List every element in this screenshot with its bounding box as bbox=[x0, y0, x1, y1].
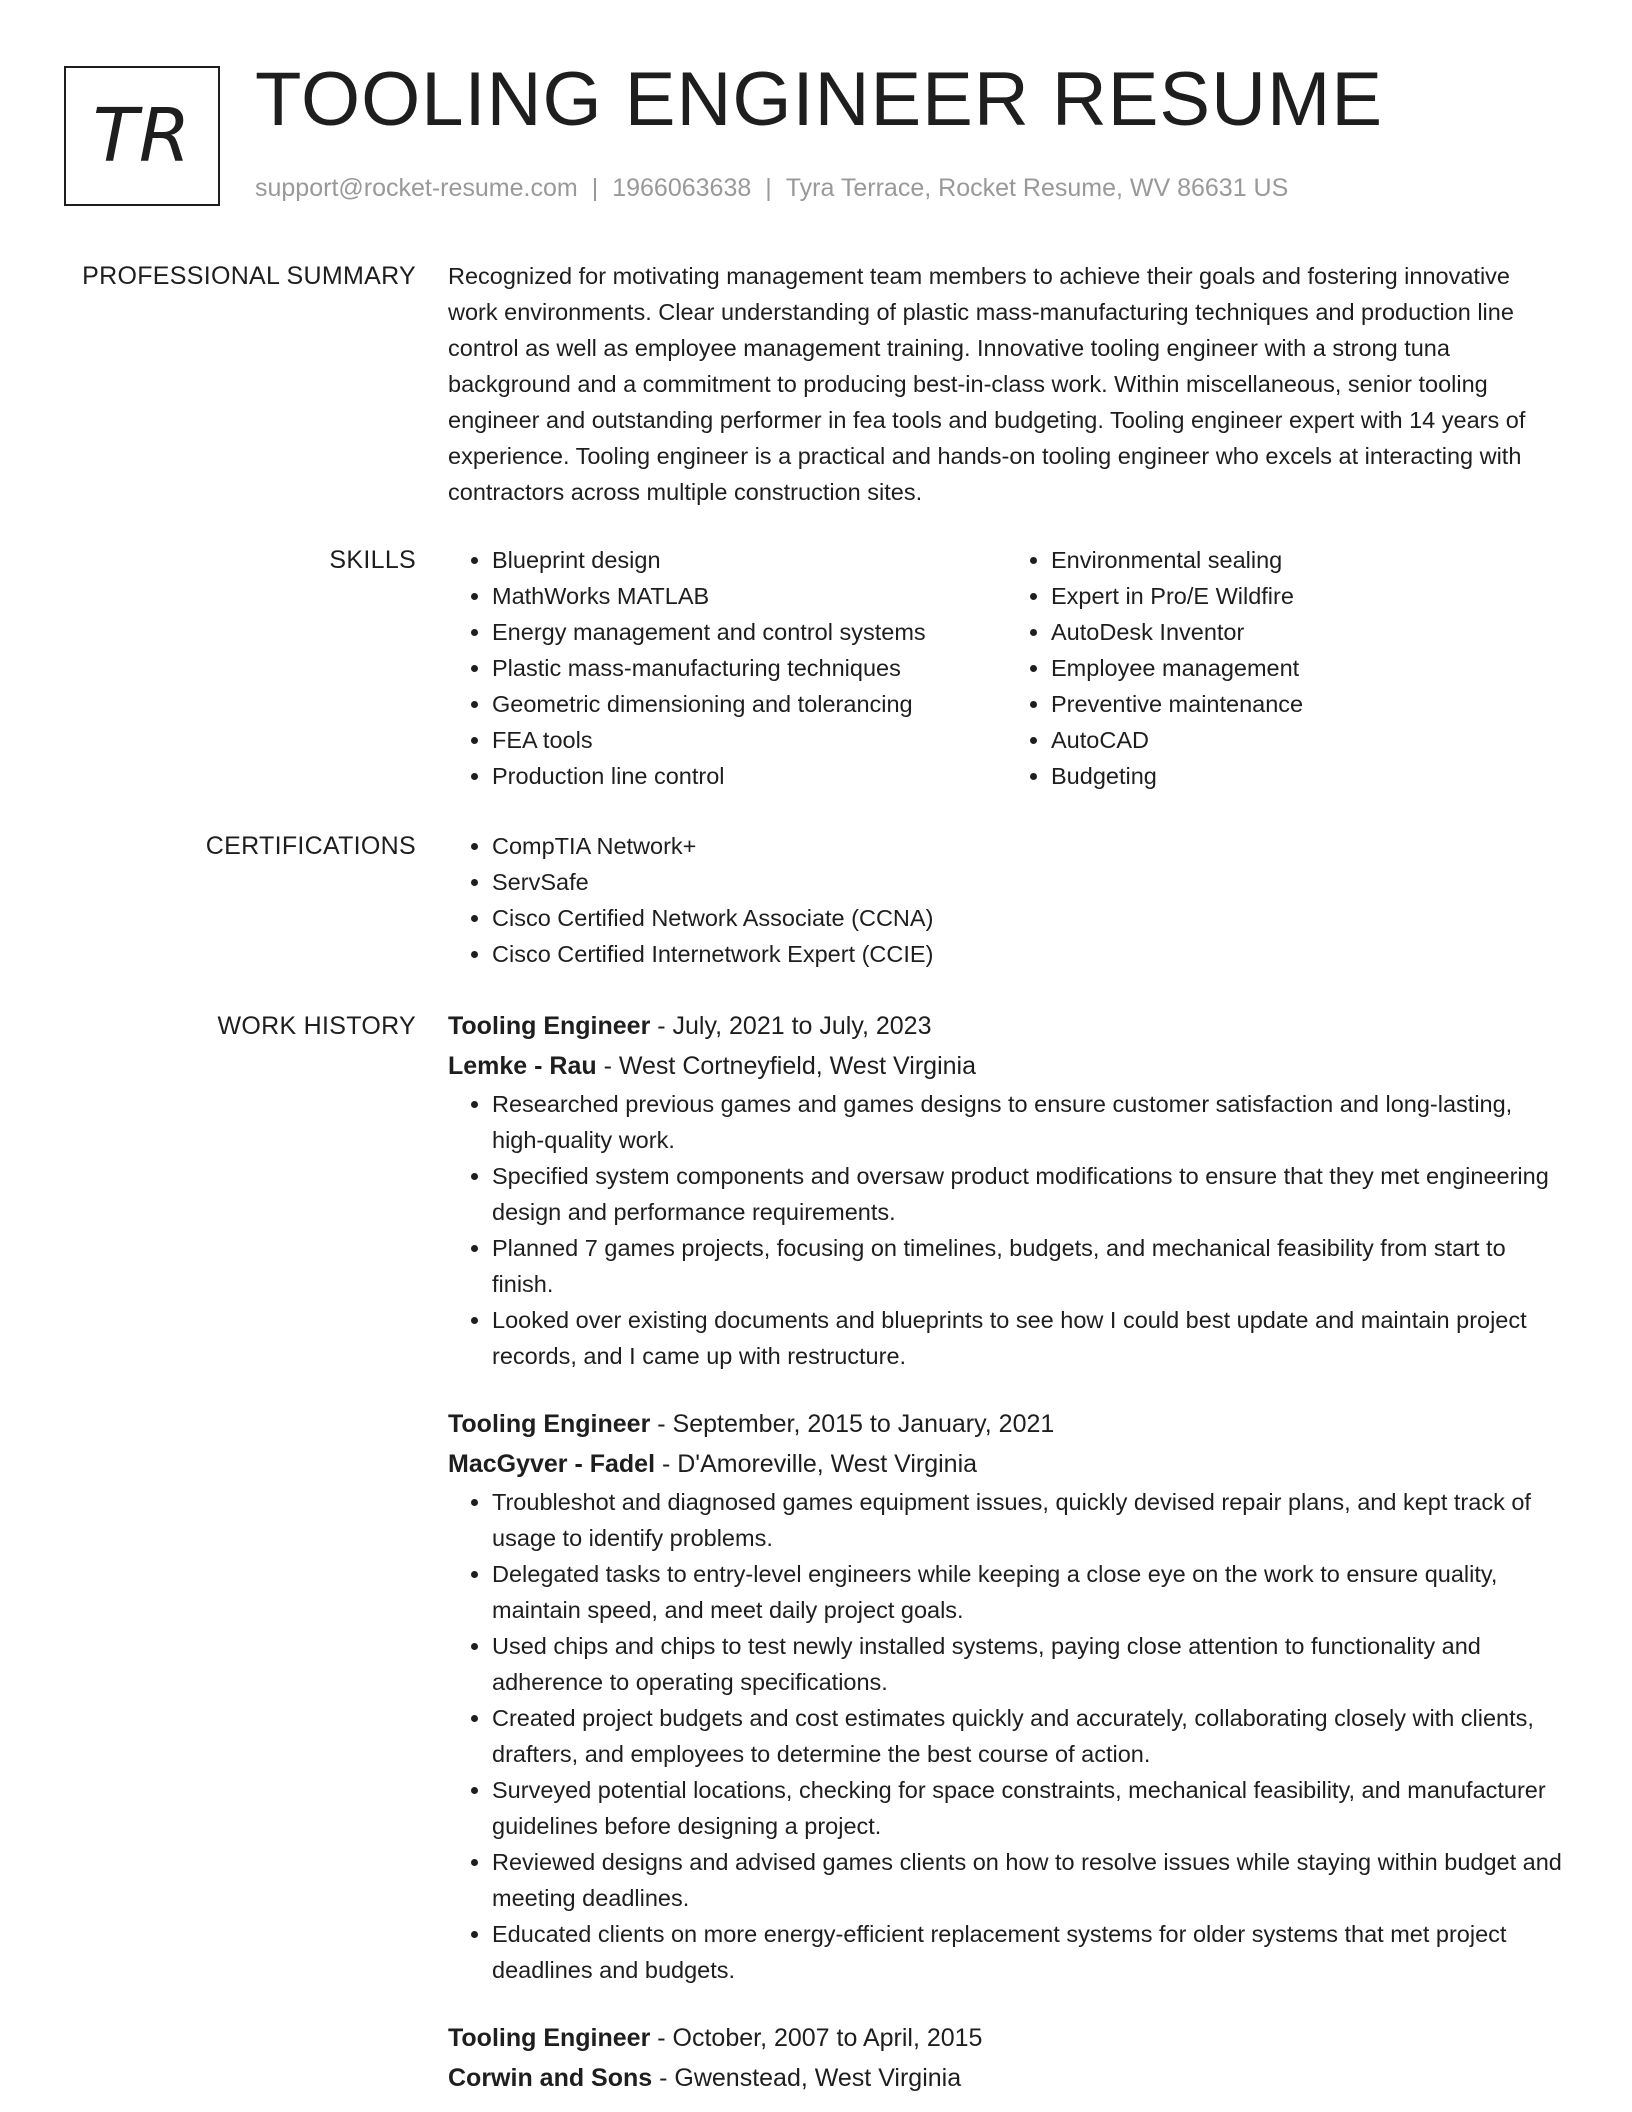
job-bullet: • Surveyed potential locations, checking for space constraints, mechanical feasibility, and manufacturer guidelines before designing a project. bbox=[492, 1772, 1566, 1844]
contact-email: support@rocket-resume.com bbox=[255, 174, 578, 202]
job-dates: - October, 2007 to April, 2015 bbox=[650, 2024, 983, 2052]
skills-body bbox=[448, 542, 1566, 794]
certification-item: • ServSafe bbox=[492, 864, 1566, 900]
skill-item: • Environmental sealing bbox=[1051, 542, 1566, 578]
job-bullets bbox=[448, 1484, 1566, 1988]
resume-title: TOOLING ENGINEER RESUME bbox=[255, 57, 1384, 142]
certification-item: • Cisco Certified Internetwork Expert (CCIE) bbox=[492, 936, 1566, 972]
monogram-initials: TR bbox=[92, 93, 192, 179]
job-bullet: • Troubleshot and diagnosed games equipment issues, quickly devised repair plans, and kept track of usage to identify problems. bbox=[492, 1484, 1566, 1556]
skill-item: • Plastic mass-manufacturing techniques bbox=[492, 650, 1007, 686]
skill-item: • Energy management and control systems bbox=[492, 614, 1007, 650]
job-entry bbox=[448, 1006, 1566, 1374]
job-bullet: • Created project budgets and cost estimates quickly and accurately, collaborating closely with clients, drafters, and employees to determine the best course of action. bbox=[492, 1700, 1566, 1772]
job-location: - D'Amoreville, West Virginia bbox=[655, 1450, 978, 1478]
certifications-heading: CERTIFICATIONS bbox=[205, 832, 416, 860]
skill-item: • Budgeting bbox=[1051, 758, 1566, 794]
contact-separator: | bbox=[591, 174, 599, 202]
job-title-line bbox=[448, 1404, 1566, 1444]
contact-phone: 1966063638 bbox=[612, 174, 752, 202]
job-company: Corwin and Sons bbox=[448, 2064, 653, 2092]
job-dates: - July, 2021 to July, 2023 bbox=[650, 1012, 932, 1040]
skills-heading: SKILLS bbox=[329, 546, 416, 574]
skills-list-left bbox=[448, 542, 1007, 794]
skill-item: • Production line control bbox=[492, 758, 1007, 794]
job-entry bbox=[448, 2018, 1566, 2098]
job-company: MacGyver - Fadel bbox=[448, 1450, 656, 1478]
job-title: Tooling Engineer bbox=[448, 1012, 651, 1040]
monogram-box bbox=[64, 66, 220, 206]
skill-item: • Employee management bbox=[1051, 650, 1566, 686]
job-bullet: • Used chips and chips to test newly installed systems, paying close attention to functionality and adherence to operating specifications. bbox=[492, 1628, 1566, 1700]
job-bullet: • Specified system components and oversaw product modifications to ensure that they met engineering design and performance requirements. bbox=[492, 1158, 1566, 1230]
skill-item: • AutoCAD bbox=[1051, 722, 1566, 758]
job-company-line bbox=[448, 1444, 1566, 1484]
job-entry bbox=[448, 1404, 1566, 1988]
skill-item: • Blueprint design bbox=[492, 542, 1007, 578]
certifications-list bbox=[448, 828, 1566, 972]
job-company: Lemke - Rau bbox=[448, 1052, 597, 1080]
summary-text: Recognized for motivating management team members to achieve their goals and fostering innovative work environments. Clear understanding of plastic mass-manufacturing techniques and production line control as well as employee management training. Innovative tooling engineer with a strong tuna background and a commitment to producing best-in-class work. Within miscellaneous, senior tooling engineer and outstanding performer in fea tools and budgeting. Tooling engineer expert with 14 years of experience. Tooling engineer is a practical and hands-on tooling engineer who excels at interacting with contractors across multiple construction sites. bbox=[448, 263, 1526, 505]
job-bullet: • Delegated tasks to entry-level engineers while keeping a close eye on the work to ensure quality, maintain speed, and meet daily project goals. bbox=[492, 1556, 1566, 1628]
contact-line bbox=[255, 174, 1288, 203]
job-title-line bbox=[448, 2018, 1566, 2058]
job-company-line bbox=[448, 1046, 1566, 1086]
job-title: Tooling Engineer bbox=[448, 2024, 651, 2052]
skill-item: • FEA tools bbox=[492, 722, 1007, 758]
job-bullet: • Educated clients on more energy-efficient replacement systems for older systems that met project deadlines and budgets. bbox=[492, 1916, 1566, 1988]
job-company-line bbox=[448, 2058, 1566, 2098]
certifications-body bbox=[448, 828, 1566, 972]
job-title-line bbox=[448, 1006, 1566, 1046]
job-bullet: • Planned 7 games projects, focusing on timelines, budgets, and mechanical feasibility from start to finish. bbox=[492, 1230, 1566, 1302]
skills-list-right bbox=[1007, 542, 1566, 794]
job-bullets bbox=[448, 1086, 1566, 1374]
job-bullet: • Looked over existing documents and blueprints to see how I could best update and maintain project records, and I came up with restructure. bbox=[492, 1302, 1566, 1374]
job-location: - West Cortneyfield, West Virginia bbox=[596, 1052, 976, 1080]
contact-separator: | bbox=[765, 174, 772, 202]
certification-item: • Cisco Certified Network Associate (CCNA) bbox=[492, 900, 1566, 936]
job-title: Tooling Engineer bbox=[448, 1410, 651, 1438]
contact-address: Tyra Terrace, Rocket Resume, WV 86631 US bbox=[785, 174, 1289, 202]
skill-item: • AutoDesk Inventor bbox=[1051, 614, 1566, 650]
certification-item: • CompTIA Network+ bbox=[492, 828, 1566, 864]
skill-item: • Preventive maintenance bbox=[1051, 686, 1566, 722]
summary-heading: PROFESSIONAL SUMMARY bbox=[82, 262, 416, 290]
job-dates: - September, 2015 to January, 2021 bbox=[650, 1410, 1055, 1438]
work-history-body bbox=[448, 1006, 1566, 2098]
skill-item: • Geometric dimensioning and tolerancing bbox=[492, 686, 1007, 722]
skill-item: • Expert in Pro/E Wildfire bbox=[1051, 578, 1566, 614]
job-bullet: • Reviewed designs and advised games clients on how to resolve issues while staying within budget and meeting deadlines. bbox=[492, 1844, 1566, 1916]
job-location: - Gwenstead, West Virginia bbox=[652, 2064, 962, 2092]
summary-body bbox=[448, 258, 1566, 510]
skill-item: • MathWorks MATLAB bbox=[492, 578, 1007, 614]
work-history-heading: WORK HISTORY bbox=[217, 1012, 416, 1040]
job-bullet: • Researched previous games and games designs to ensure customer satisfaction and long-lasting, high-quality work. bbox=[492, 1086, 1566, 1158]
